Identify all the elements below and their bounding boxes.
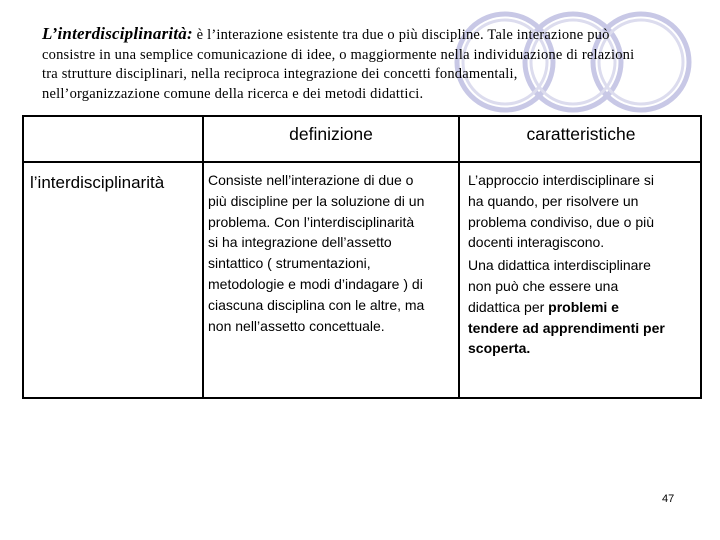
definizione-line: si ha integrazione dell’assetto [208,234,392,251]
caratteristiche-bold-text: tendere ad apprendimenti per [468,319,665,336]
definizione-line: Consiste nell’interazione di due o [208,172,414,188]
definizione-line: più discipline per la soluzione di un [208,192,425,209]
caratteristiche-line: problema condiviso, due o più [468,213,655,230]
header-definizione: definizione [289,124,373,144]
table-header-divider [24,161,700,163]
intro-line-1 [42,24,702,46]
definizione-line: ciascuna disciplina con le altre, ma [208,296,425,313]
intro-term: L’interdisciplinarità: [42,24,193,43]
definizione-line: sintattico ( strumentazioni, [208,255,371,272]
comparison-table [22,115,702,399]
definizione-line: non nell’assetto concettuale. [208,317,385,334]
caratteristiche-bold-text: problemi e [548,298,619,315]
caratteristiche-line: Una didattica interdisciplinare [468,257,651,274]
table-divider-2 [458,117,460,397]
intro-paragraph [42,24,702,104]
definizione-line: metodologie e modi d’indagare ) di [208,275,423,292]
caratteristiche-line [468,338,702,359]
intro-lead: è l’interazione esistente tra due o più discipline. Tale interazione può [192,27,610,43]
row-label: l’interdisciplinarità [30,173,165,192]
definizione-line: problema. Con l’interdisciplinarità [208,213,415,230]
caratteristiche-line: ha quando, per risolvere un [468,192,639,209]
caratteristiche-bold-text: scoperta. [468,340,531,357]
table-divider-1 [202,117,204,397]
caratteristiche-text: didattica per [468,298,549,315]
caratteristiche-line: non può che essere una [468,277,619,294]
caratteristiche-cell [468,170,702,359]
caratteristiche-line: L’approccio interdisciplinare si [468,172,654,188]
page-number: 47 [662,493,675,505]
caratteristiche-line [468,297,702,318]
caratteristiche-line [468,318,702,339]
header-caratteristiche: caratteristiche [526,124,636,144]
intro-line-2: consistre in una semplice comunicazione di idee, o maggiormente nella individuazione di relazioni [42,46,635,63]
intro-line-3: tra strutture disciplinari, nella reciproca integrazione dei concetti fondamentali, [42,66,518,82]
intro-line-4: nell’organizzazione comune della ricerca e dei metodi didattici. [42,85,424,102]
definizione-cell [208,170,458,336]
caratteristiche-line: docenti interagiscono. [468,234,605,251]
